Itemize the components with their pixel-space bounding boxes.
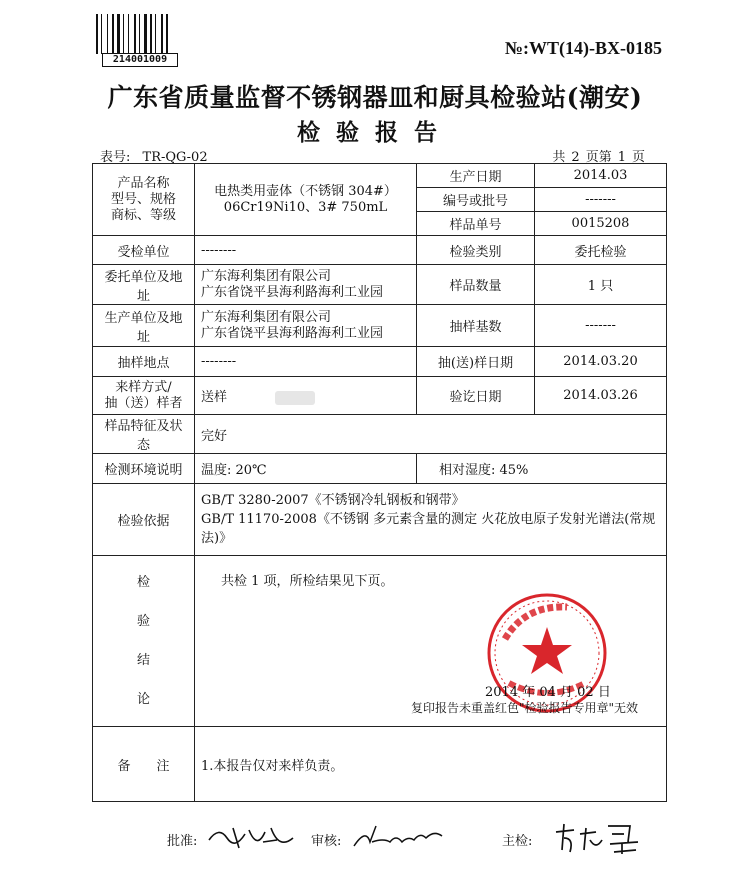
chief-inspector-signature-icon [550, 820, 650, 858]
barcode-bar [166, 14, 168, 54]
client-name: 广东海利集团有限公司 [201, 268, 332, 284]
conclusion-cell [195, 556, 667, 727]
barcode-bars [96, 14, 178, 54]
barcode-bar [107, 14, 108, 54]
station-title: 广东省质量监督不锈钢器皿和厨具检验站(潮安) [107, 83, 643, 112]
conclusion-text: 共检 1 项，所检结果见下页。 [221, 574, 394, 589]
barcode-bar [161, 14, 163, 54]
redacted-name [275, 391, 315, 405]
product-name-label: 产品名称 [117, 175, 170, 191]
client-label: 委托单位及地址 [93, 265, 195, 305]
pages-total-prefix: 共 [552, 150, 566, 165]
report-table [92, 163, 667, 802]
product-line2: 06Cr19Ni10、3# 750mL [223, 199, 388, 215]
barcode-bar [155, 14, 156, 54]
reviewer-signature-icon [350, 820, 446, 854]
sampling-date-label: 抽(送)样日期 [417, 347, 535, 377]
producer-name: 广东海利集团有限公司 [201, 309, 332, 325]
table-row [93, 305, 667, 347]
table-row [93, 556, 667, 727]
table-row [93, 164, 667, 188]
remarks-label: 备 注 [93, 727, 195, 802]
product-value-cell [195, 164, 417, 236]
table-row [93, 727, 667, 802]
production-date-label: 生产日期 [417, 164, 535, 188]
producer-value-cell [195, 305, 417, 347]
inspection-type-label: 检验类别 [417, 236, 535, 265]
product-label-cell [93, 164, 195, 236]
pages-word: 页第 [585, 150, 612, 165]
table-row [93, 377, 667, 415]
sample-qty-label: 样品数量 [417, 265, 535, 305]
product-line1: 电热类用壶体（不锈钢 304#） [214, 183, 397, 199]
conclusion-char: 结 [136, 653, 150, 668]
table-row [93, 415, 667, 454]
sample-method-label2: 抽（送）样者 [104, 395, 183, 411]
barcode-bar [150, 14, 152, 54]
form-number-label: 表号: [100, 150, 131, 165]
report-number: №:WT(14)-BX-0185 [504, 38, 662, 58]
barcode-bar [144, 14, 147, 54]
brand-label: 商标、等级 [110, 207, 176, 223]
sample-state-label: 样品特征及状态 [93, 415, 195, 454]
sample-state-value: 完好 [195, 415, 667, 454]
seal-date: 2014 年 04 月 02 日 [485, 685, 611, 700]
page-suffix: 页 [631, 150, 645, 165]
barcode-bar [123, 14, 124, 54]
table-row [93, 236, 667, 265]
chief-label: 主检: [502, 834, 533, 849]
client-value-cell [195, 265, 417, 305]
sample-method-label1: 来样方式/ [115, 379, 172, 395]
table-row [93, 347, 667, 377]
basis-line2: GB/T 11170-2008《不锈钢 多元素含量的测定 火花放电原子发射光谱法(常规法)》 [201, 512, 656, 546]
conclusion-char: 验 [136, 614, 150, 629]
serial-label: 编号或批号 [417, 188, 535, 212]
client-address: 广东省饶平县海利路海利工业园 [201, 284, 384, 300]
serial-value: ------- [535, 188, 667, 212]
form-number-value: TR-QG-02 [142, 150, 208, 165]
model-label: 型号、规格 [110, 191, 176, 207]
sample-method-value: 送样 [201, 390, 228, 405]
completion-date-label: 验讫日期 [417, 377, 535, 415]
basis-line1: GB/T 3280-2007《不锈钢冷轧钢板和钢带》 [201, 493, 465, 508]
completion-date-value: 2014.03.26 [535, 377, 667, 415]
conclusion-char: 检 [136, 575, 150, 590]
conclusion-label-cell [93, 556, 195, 727]
sampling-place-value: -------- [195, 347, 417, 377]
inspected-unit-label: 受检单位 [93, 236, 195, 265]
inspection-type-value: 委托检验 [535, 236, 667, 265]
basis-value-cell [195, 484, 667, 556]
barcode-bar [139, 14, 140, 54]
sampling-date-value: 2014.03.20 [535, 347, 667, 377]
page-current: 1 [617, 150, 626, 165]
sampling-place-label: 抽样地点 [93, 347, 195, 377]
sample-no-value: 0015208 [535, 212, 667, 236]
barcode-bar [101, 14, 102, 54]
barcode-bar [117, 14, 120, 54]
pages-total: 2 [571, 150, 580, 165]
production-date-value: 2014.03 [535, 164, 667, 188]
humidity-value: 相对湿度: 45% [417, 454, 667, 484]
sampling-base-label: 抽样基数 [417, 305, 535, 347]
environment-label: 检测环境说明 [93, 454, 195, 484]
table-row [93, 265, 667, 305]
barcode-bar [112, 14, 114, 54]
barcode [96, 14, 178, 64]
barcode-bar [134, 14, 136, 54]
review-label: 审核: [311, 834, 342, 849]
basis-label: 检验依据 [93, 484, 195, 556]
approve-label: 批准: [167, 834, 198, 849]
sample-qty-value: 1 只 [535, 265, 667, 305]
barcode-bar [128, 14, 129, 54]
barcode-number: 214001009 [102, 53, 178, 67]
sample-method-label-cell [93, 377, 195, 415]
approver-signature-icon [205, 820, 297, 854]
sample-method-cell [195, 377, 417, 415]
producer-address: 广东省饶平县海利路海利工业园 [201, 325, 384, 341]
conclusion-char: 论 [136, 692, 150, 707]
table-row [93, 484, 667, 556]
remarks-value: 1.本报告仅对来样负责。 [195, 727, 667, 802]
inspected-unit-value: -------- [195, 236, 417, 265]
sampling-base-value: ------- [535, 305, 667, 347]
table-row [93, 454, 667, 484]
producer-label: 生产单位及地址 [93, 305, 195, 347]
temperature-value: 温度: 20℃ [195, 454, 417, 484]
report-title: 检验报告 [297, 119, 453, 146]
sample-no-label: 样品单号 [417, 212, 535, 236]
copy-note: 复印报告未重盖红色"检验报告专用章"无效 [411, 701, 639, 715]
barcode-bar [96, 14, 98, 54]
signature-row [0, 820, 750, 860]
